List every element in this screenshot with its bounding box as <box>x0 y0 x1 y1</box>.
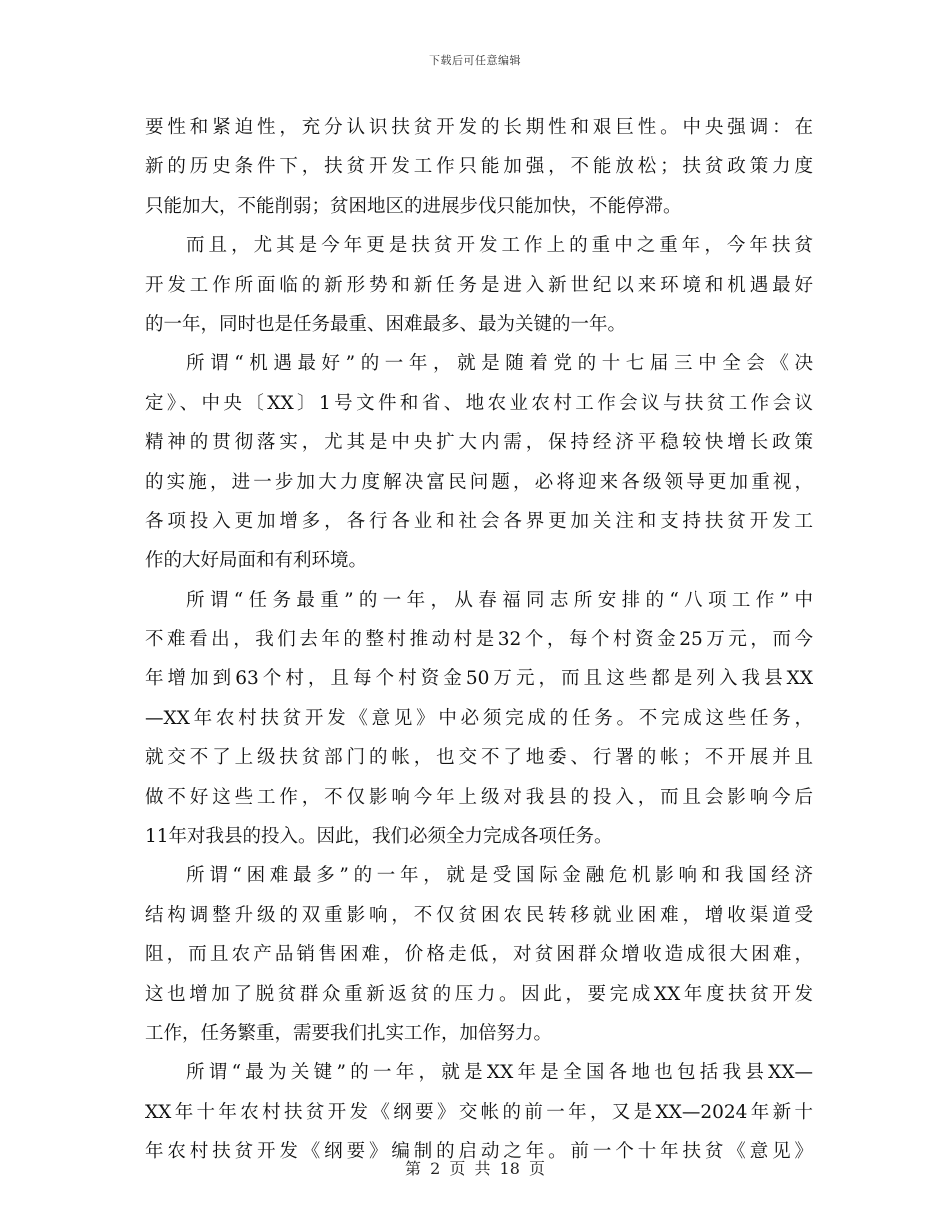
text-line: 各项投入更加增多，各行各业和社会各界更加关注和支持扶贫开发工 <box>145 510 813 532</box>
text-line: 要性和紧迫性，充分认识扶贫开发的长期性和艰巨性。中央强调：在 <box>145 117 813 138</box>
text-line: 年农村扶贫开发《纲要》编制的启动之年。前一个十年扶贫《意见》 <box>145 1141 813 1163</box>
paragraph <box>145 581 813 857</box>
text-line: 结构调整升级的双重影响，不仅贫困农民转移就业困难，增收渠道受 <box>145 904 813 926</box>
text-line: 开发工作所面临的新形势和新任务是进入新世纪以来环境和机遇最好 <box>145 274 813 296</box>
paragraph <box>145 226 813 344</box>
text-line: 就交不了上级扶贫部门的帐，也交不了地委、行署的帐；不开展并且 <box>145 747 813 769</box>
text-line: 定》、中央〔XX〕1号文件和省、地农业农村工作会议与扶贫工作会议 <box>145 392 813 414</box>
text-line: 而且，尤其是今年更是扶贫开发工作上的重中之重年，今年扶贫 <box>186 235 813 257</box>
text-line: 所谓“困难最多”的一年，就是受国际金融危机影响和我国经济 <box>186 865 813 887</box>
page-footer: 第 2 页 共 18 页 <box>405 1159 545 1178</box>
text-line: 所谓“任务最重”的一年，从春福同志所安排的“八项工作”中 <box>186 589 813 611</box>
text-line: 作的大好局面和有利环境。 <box>145 550 368 572</box>
page-header: 下载后可任意编辑 <box>429 54 521 67</box>
text-line: 新的历史条件下，扶贫开发工作只能加强，不能放松；扶贫政策力度 <box>145 156 813 178</box>
document-body <box>145 108 813 1172</box>
text-line: 11年对我县的投入。因此，我们必须全力完成各项任务。 <box>145 826 613 848</box>
text-line: —XX年农村扶贫开发《意见》中必须完成的任务。不完成这些任务， <box>145 707 813 729</box>
paragraph <box>145 108 813 226</box>
text-line: 的一年，同时也是任务最重、困难最多、最为关键的一年。 <box>145 313 627 335</box>
paragraph <box>145 1053 813 1171</box>
text-line: 年增加到63个村，且每个村资金50万元，而且这些都是列入我县XX <box>145 668 813 690</box>
text-line: 所谓“最为关键”的一年，就是XX年是全国各地也包括我县XX— <box>186 1062 813 1084</box>
text-line: 精神的贯彻落实，尤其是中央扩大内需，保持经济平稳较快增长政策 <box>145 432 813 454</box>
text-line: 这也增加了脱贫群众重新返贫的压力。因此，要完成XX年度扶贫开发 <box>145 983 813 1005</box>
text-line: 不难看出，我们去年的整村推动村是32个，每个村资金25万元，而今 <box>145 629 813 651</box>
text-line: 的实施，进一步加大力度解决富民问题，必将迎来各级领导更加重视， <box>145 471 813 493</box>
paragraph <box>145 344 813 580</box>
text-line: 工作，任务繁重，需要我们扎实工作，加倍努力。 <box>145 1022 553 1044</box>
text-line: 所谓“机遇最好”的一年，就是随着党的十七届三中全会《决 <box>186 353 813 375</box>
paragraph <box>145 856 813 1053</box>
text-line: 只能加大，不能削弱；贫困地区的进展步伐只能加快，不能停滞。 <box>145 195 682 217</box>
text-line: XX年十年农村扶贫开发《纲要》交帐的前一年，又是XX—2024年新十 <box>145 1101 813 1123</box>
text-line: 做不好这些工作，不仅影响今年上级对我县的投入，而且会影响今后 <box>145 786 813 808</box>
text-line: 阻，而且农产品销售困难，价格走低，对贫困群众增收造成很大困难， <box>145 944 813 966</box>
